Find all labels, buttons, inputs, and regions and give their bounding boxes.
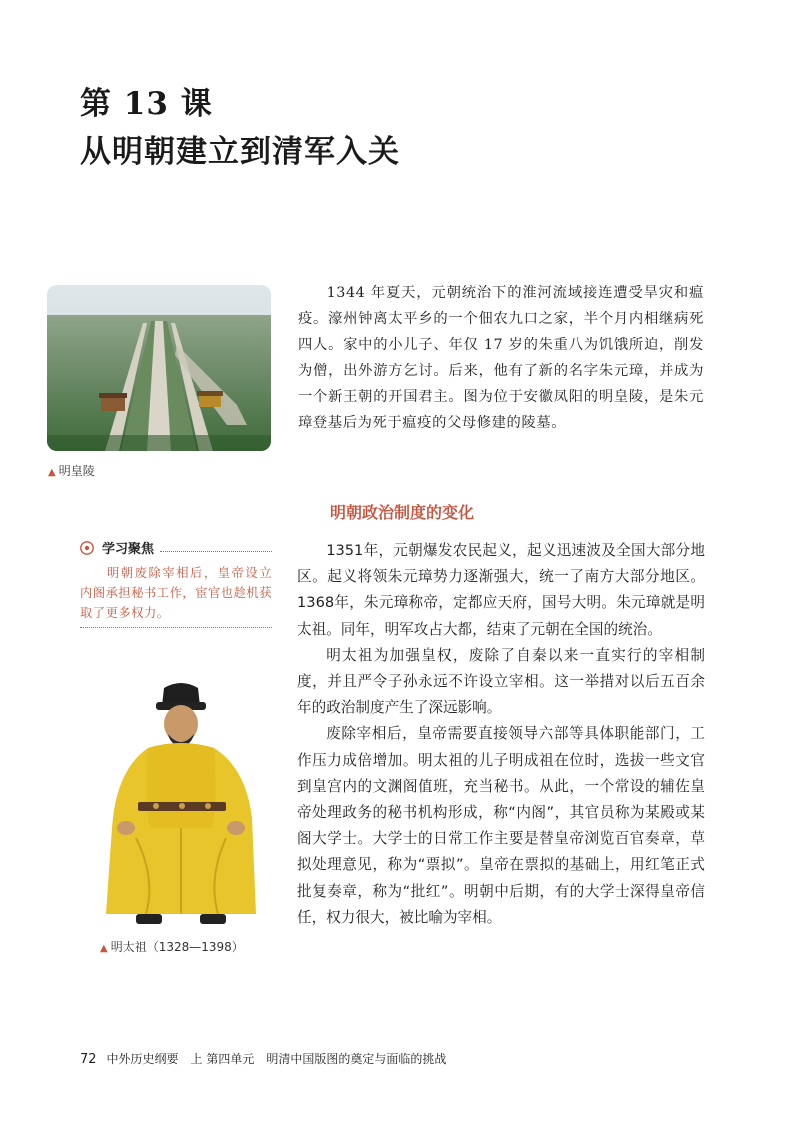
- section-body: [297, 538, 705, 931]
- study-focus-title: 学习聚焦: [102, 542, 155, 557]
- body-paragraph: 明太祖为加强皇权，废除了自秦以来一直实行的宰相制度，并且严令子孙永远不许设立宰相。这一举措对以后五百余年的政治制度产生了深远影响。: [297, 646, 705, 717]
- lesson-title: 从明朝建立到清军入关: [80, 134, 400, 170]
- tomb-caption-text: 明皇陵: [58, 464, 95, 478]
- portrait-caption: [100, 938, 244, 955]
- section-heading: 明朝政治制度的变化: [330, 503, 475, 522]
- body-paragraph: 废除宰相后，皇帝需要直接领导六部等具体职能部门，工作压力成倍增加。明太祖的儿子明成祖在位时，选拔一些文官到皇宫内的文渊阁值班，充当秘书。从此，一个常设的辅佐皇帝处理政务的秘书机构形成，称“内阁”，其官员称为某殿或某阁大学士。大学士的日常工作主要是替皇帝浏览百官奏章，草拟处理意见，称为“票拟”。皇帝在票拟的基础上，用红笔正式批复奏章，称为“批红”。明朝中后期，有的大学士深得皇帝信任，权力很大，被比喻为宰相。: [297, 725, 705, 926]
- ming-tomb-photo: [47, 285, 271, 451]
- body-paragraph: 1351年，元朝爆发农民起义，起义迅速波及全国大部分地区。起义将领朱元璋势力逐渐强大，统一了南方大部分地区。1368年，朱元璋称帝，定都应天府，国号大明。朱元璋就是明太祖。同年，明军攻占大都，结束了元朝在全国的统治。: [297, 542, 705, 638]
- emperor-portrait: [96, 678, 266, 924]
- lesson-number: 第 13 课: [80, 86, 213, 122]
- portrait-caption-text: 明太祖（1328—1398）: [110, 940, 244, 954]
- triangle-icon: ▲: [100, 943, 108, 954]
- tomb-caption: [48, 462, 95, 479]
- page-number: 72: [80, 1052, 97, 1067]
- divider: [80, 627, 272, 628]
- divider: [160, 543, 272, 552]
- book-info: 中外历史纲要 上 第四单元 明清中国版图的奠定与面临的挑战: [106, 1052, 447, 1066]
- triangle-icon: ▲: [48, 467, 56, 478]
- study-focus-box: [80, 538, 272, 628]
- intro-paragraph: 1344 年夏天，元朝统治下的淮河流域接连遭受旱灾和瘟疫。濠州钟离太平乡的一个佃农九口之家，半个月内相继病死四人。家中的小儿子、年仅 17 岁的朱重八为饥饿所迫，削发为僧，出外游方乞讨。后来，他有了新的名字朱元璋，并成为一个新王朝的开国君主。图为位于安徽凤阳的明皇陵，是朱元璋登基后为死于瘟疫的父母修建的陵墓。: [298, 285, 704, 431]
- study-focus-text: 明朝废除宰相后，皇帝设立内阁承担秘书工作，宦官也趁机获取了更多权力。: [80, 566, 272, 620]
- focus-icon: [80, 541, 94, 555]
- page-footer: [80, 1050, 446, 1067]
